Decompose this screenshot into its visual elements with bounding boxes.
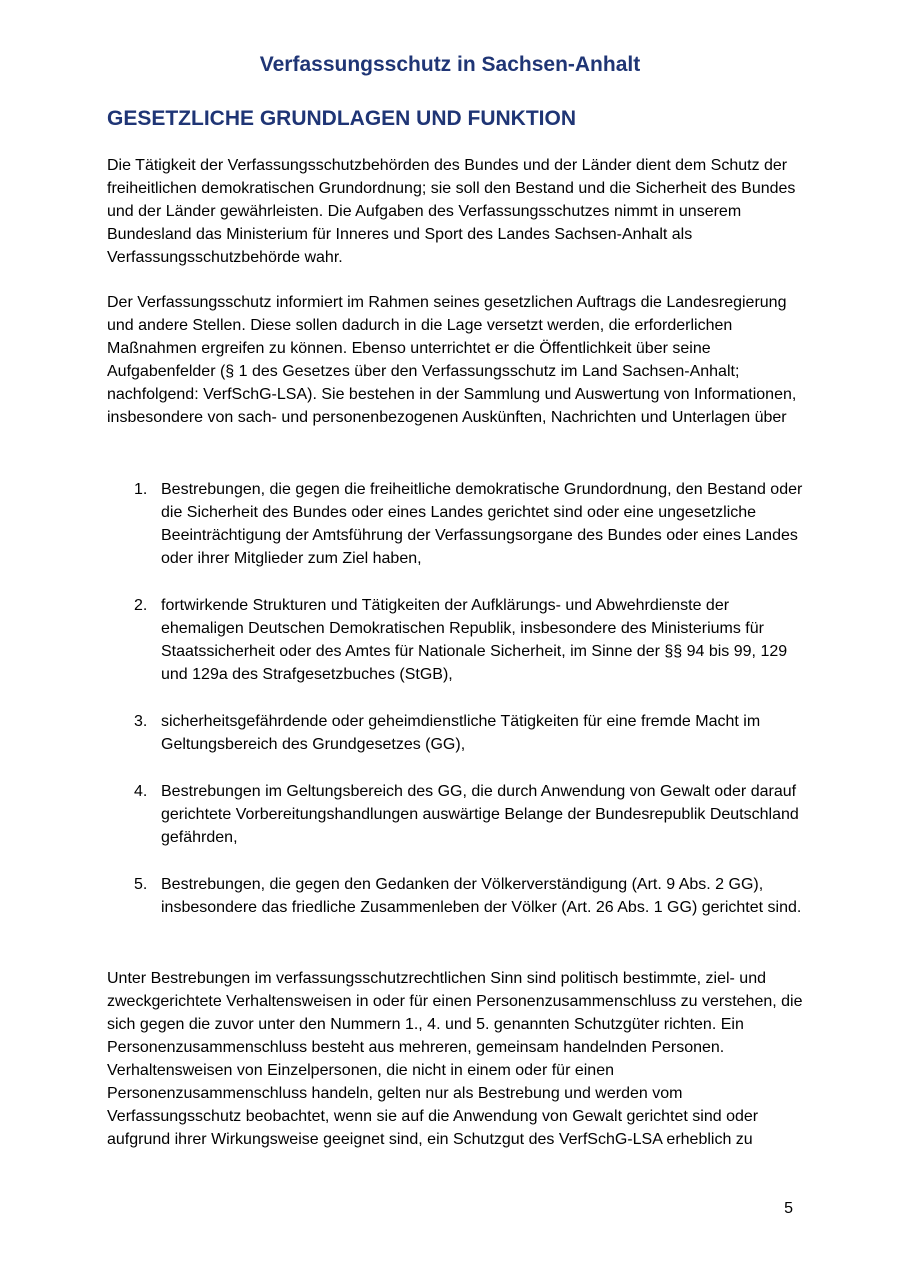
list-item xyxy=(107,594,807,686)
list-text: sicherheitsgefährdende oder geheimdienstliche Tätigkeiten für eine fremde Macht im Geltungsbereich des Grundgesetzes (GG), xyxy=(161,713,761,753)
list-text: Bestrebungen, die gegen den Gedanken der Völkerverständigung (Art. 9 Abs. 2 GG), insbesondere das friedliche Zusammenleben der Völker (Art. 26 Abs. 1 GG) gerichtet sind. xyxy=(161,876,802,916)
document-header-title: Verfassungsschutz in Sachsen-Anhalt xyxy=(259,53,641,76)
list-text: Bestrebungen, die gegen die freiheitliche demokratische Grundordnung, den Bestand oder die Sicherheit des Bundes oder eines Landes gerichtet sind oder eine ungesetzliche Beeinträchtigung der Amtsführung der Verfassungsorgane des Bundes oder eines Landes oder ihrer Mitglieder zum Ziel haben, xyxy=(161,481,803,567)
list-text: Bestrebungen im Geltungsbereich des GG, die durch Anwendung von Gewalt oder darauf gerichtete Vorbereitungshandlungen auswärtige Belange der Bundesrepublik Deutschland gefährden, xyxy=(161,783,799,846)
list-number: 5. xyxy=(134,876,148,893)
section-title: GESETZLICHE GRUNDLAGEN UND FUNKTION xyxy=(107,107,576,130)
list-number: 1. xyxy=(134,481,148,498)
paragraph-definition: Unter Bestrebungen im verfassungsschutzrechtlichen Sinn sind politisch bestimmte, ziel- und zweckgerichtete Verhaltensweisen in oder für einen Personenzusammenschluss zu verstehen, die sich gegen die zuvor unter den Nummern 1., 4. und 5. genannten Schutzgüter richten. Ein Personenzusammenschluss besteht aus mehreren, gemeinsam handelnden Personen. Verhaltensweisen von Einzelpersonen, die nicht in einem oder für einen Personenzusammenschluss handeln, gelten nur als Bestrebung und werden vom Verfassungsschutz beobachtet, wenn sie auf die Anwendung von Gewalt gerichtet sind oder aufgrund ihrer Wirkungsweise geeignet sind, ein Schutzgut des VerfSchG-LSA erheblich zu xyxy=(107,970,803,1148)
list-number: 3. xyxy=(134,713,148,730)
list-number: 2. xyxy=(134,597,148,614)
list-item xyxy=(107,780,807,849)
task-list xyxy=(107,478,807,943)
list-item xyxy=(107,873,807,919)
list-text: fortwirkende Strukturen und Tätigkeiten der Aufklärungs- und Abwehrdienste der ehemaligen Deutschen Demokratischen Republik, insbesondere des Ministeriums für Staatssicherheit oder des Amtes für Nationale Sicherheit, im Sinne der §§ 94 bis 99, 129 und 129a des Strafgesetzbuches (StGB), xyxy=(161,597,788,683)
paragraph-intro: Die Tätigkeit der Verfassungsschutzbehörden des Bundes und der Länder dient dem Schutz der freiheitlichen demokratischen Grundordnung; sie soll den Bestand und die Sicherheit des Bundes und der Länder gewährleisten. Die Aufgaben des Verfassungsschutzes nimmt in unserem Bundesland das Ministerium für Inneres und Sport des Landes Sachsen-Anhalt als Verfassungsschutzbehörde wahr. xyxy=(107,157,796,266)
list-item xyxy=(107,478,807,570)
list-number: 4. xyxy=(134,783,148,800)
paragraph-tasks: Der Verfassungsschutz informiert im Rahmen seines gesetzlichen Auftrags die Landesregierung und andere Stellen. Diese sollen dadurch in die Lage versetzt werden, die erforderlichen Maßnahmen ergreifen zu können. Ebenso unterrichtet er die Öffentlichkeit über seine Aufgabenfelder (§ 1 des Gesetzes über den Verfassungsschutz im Land Sachsen-Anhalt; nachfolgend: VerfSchG-LSA). Sie bestehen in der Sammlung und Auswertung von Informationen, insbesondere von sach- und personenbezogenen Auskünften, Nachrichten und Unterlagen über xyxy=(107,294,797,426)
page-number: 5 xyxy=(784,1200,793,1217)
list-item xyxy=(107,710,807,756)
